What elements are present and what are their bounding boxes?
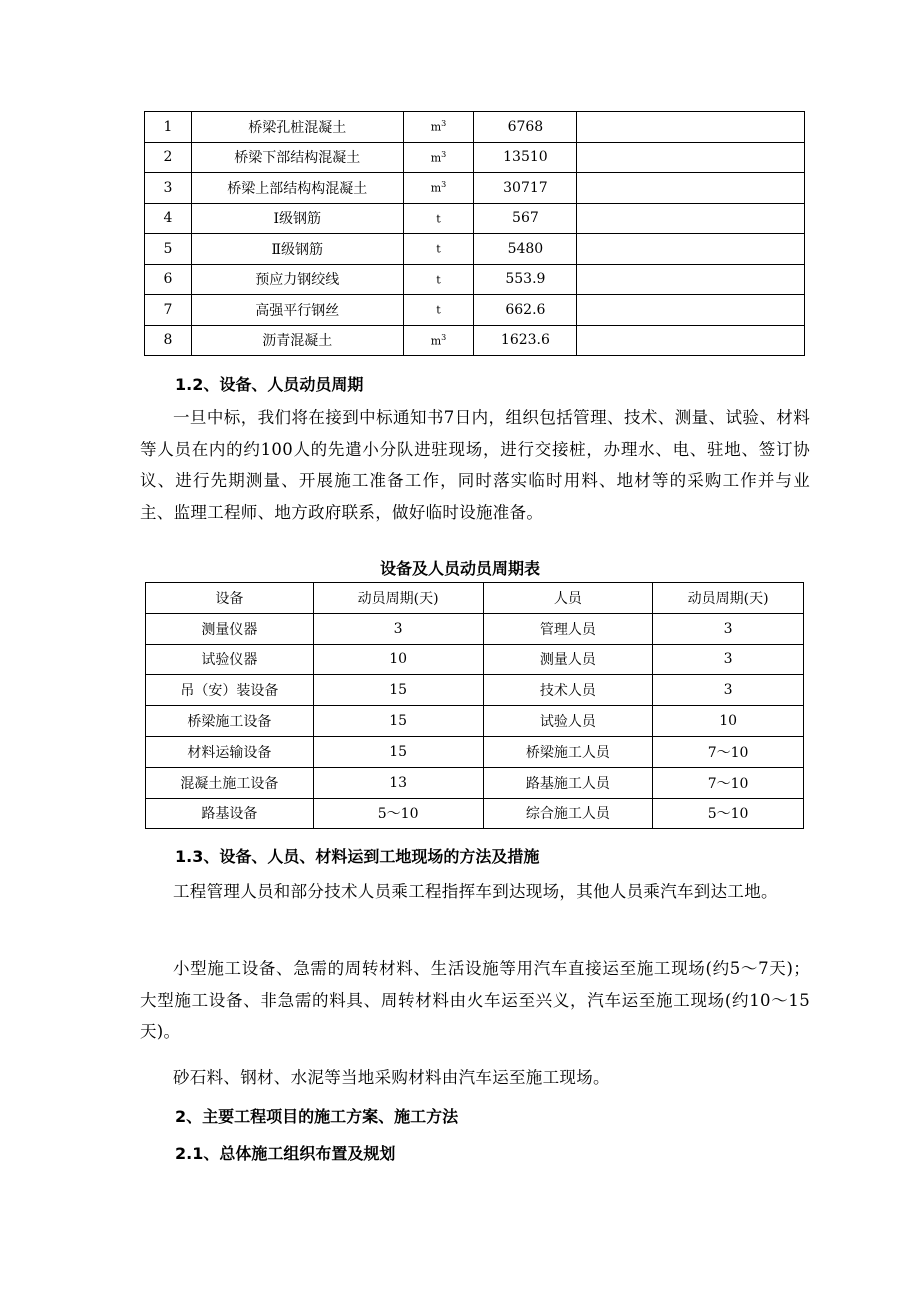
row-number-cell: 1	[145, 112, 192, 143]
table-row	[146, 706, 804, 737]
row-number-cell: 5	[145, 234, 192, 265]
table-row	[145, 203, 805, 234]
table-cell: 管理人员	[483, 613, 653, 644]
table-cell: 桥梁施工设备	[146, 706, 314, 737]
table-row	[145, 325, 805, 356]
unit-cell	[403, 173, 474, 204]
table-row	[145, 173, 805, 204]
table-row	[146, 644, 804, 675]
row-number-cell: 4	[145, 203, 192, 234]
table-row	[146, 798, 804, 829]
table-cell: 7～10	[653, 767, 804, 798]
section-1-3-paragraph-3: 砂石料、钢材、水泥等当地采购材料由汽车运至施工现场。	[173, 1068, 610, 1087]
table-cell: 13	[313, 767, 483, 798]
quantity-cell: 6768	[474, 112, 577, 143]
mobilization-table-title: 设备及人员动员周期表	[379, 559, 540, 578]
table-row	[146, 675, 804, 706]
table-cell: 15	[313, 736, 483, 767]
unit-superscript: 3	[441, 119, 447, 129]
table-row	[146, 613, 804, 644]
unit-superscript: 3	[441, 149, 447, 159]
unit-cell	[403, 264, 474, 295]
row-number-cell: 7	[145, 295, 192, 326]
header-cell: 人员	[483, 583, 653, 614]
unit-base: m	[430, 334, 442, 348]
unit-base: m	[430, 182, 442, 196]
section-2-1-heading: 2.1、总体施工组织布置及规划	[175, 1144, 396, 1163]
quantity-cell: 553.9	[474, 264, 577, 295]
unit-base: t	[436, 304, 441, 318]
table-row	[146, 767, 804, 798]
table-cell: 综合施工人员	[483, 798, 653, 829]
unit-base: t	[436, 273, 441, 287]
section-1-3-paragraph-2: 小型施工设备、急需的周转材料、生活设施等用汽车直接运至施工现场(约5～7天)；大型施工设备、非急需的料具、周转材料由火车运至兴义，汽车运至施工现场(约10～15天)。	[140, 959, 810, 1041]
table-cell: 3	[653, 613, 804, 644]
table-cell: 测量仪器	[146, 613, 314, 644]
note-cell	[577, 203, 805, 234]
table-cell: 7～10	[653, 736, 804, 767]
unit-base: t	[436, 212, 441, 226]
table-cell: 试验人员	[483, 706, 653, 737]
row-number-cell: 6	[145, 264, 192, 295]
quantity-cell: 5480	[474, 234, 577, 265]
table-row	[145, 295, 805, 326]
unit-cell	[403, 234, 474, 265]
header-cell: 设备	[146, 583, 314, 614]
unit-cell	[403, 325, 474, 356]
unit-cell	[403, 112, 474, 143]
table-cell: 3	[653, 675, 804, 706]
section-2-heading: 2、主要工程项目的施工方案、施工方法	[175, 1107, 459, 1126]
table-cell: 10	[653, 706, 804, 737]
quantity-cell: 662.6	[474, 295, 577, 326]
note-cell	[577, 173, 805, 204]
item-name-cell: Ⅱ级钢筋	[191, 234, 403, 265]
unit-base: m	[430, 121, 442, 135]
mobilization-table	[145, 582, 804, 829]
note-cell	[577, 142, 805, 173]
section-1-3-paragraph-1: 工程管理人员和部分技术人员乘工程指挥车到达现场，其他人员乘汽车到达工地。	[173, 882, 778, 901]
section-1-2-paragraph: 一旦中标，我们将在接到中标通知书7日内，组织包括管理、技术、测量、试验、材料等人员在内的约100人的先遣小分队进驻现场，进行交接桩，办理水、电、驻地、签订协议、进行先期测量、开展施工准备工作，同时落实临时用料、地材等的采购工作并与业主、监理工程师、地方政府联系，做好临时设施准备。	[140, 408, 810, 522]
note-cell	[577, 325, 805, 356]
item-name-cell: 预应力钢绞线	[191, 264, 403, 295]
note-cell	[577, 264, 805, 295]
table-row	[145, 142, 805, 173]
table-cell: 混凝土施工设备	[146, 767, 314, 798]
quantity-cell: 13510	[474, 142, 577, 173]
unit-base: m	[430, 151, 442, 165]
item-name-cell: 高强平行钢丝	[191, 295, 403, 326]
quantity-cell: 567	[474, 203, 577, 234]
table-cell: 路基设备	[146, 798, 314, 829]
note-cell	[577, 295, 805, 326]
table-cell: 3	[653, 644, 804, 675]
note-cell	[577, 112, 805, 143]
item-name-cell: 沥青混凝土	[191, 325, 403, 356]
table-cell: 材料运输设备	[146, 736, 314, 767]
table-cell: 3	[313, 613, 483, 644]
table-row	[145, 264, 805, 295]
table-row	[145, 112, 805, 143]
table-cell: 15	[313, 675, 483, 706]
item-name-cell: 桥梁孔桩混凝土	[191, 112, 403, 143]
table-cell: 技术人员	[483, 675, 653, 706]
unit-cell	[403, 295, 474, 326]
quantity-table	[144, 111, 805, 356]
unit-cell	[403, 203, 474, 234]
note-cell	[577, 234, 805, 265]
section-1-2-heading: 1.2、设备、人员动员周期	[175, 375, 364, 394]
row-number-cell: 3	[145, 173, 192, 204]
unit-superscript: 3	[441, 180, 447, 190]
table-cell: 路基施工人员	[483, 767, 653, 798]
table-cell: 5～10	[653, 798, 804, 829]
table-cell: 15	[313, 706, 483, 737]
table-cell: 10	[313, 644, 483, 675]
unit-superscript: 3	[441, 332, 447, 342]
table-cell: 5～10	[313, 798, 483, 829]
quantity-cell: 30717	[474, 173, 577, 204]
unit-cell	[403, 142, 474, 173]
unit-base: t	[436, 243, 441, 257]
section-1-3-heading: 1.3、设备、人员、材料运到工地现场的方法及措施	[175, 847, 540, 866]
row-number-cell: 8	[145, 325, 192, 356]
row-number-cell: 2	[145, 142, 192, 173]
table-cell: 试验仪器	[146, 644, 314, 675]
table-cell: 测量人员	[483, 644, 653, 675]
table-header-row	[146, 583, 804, 614]
table-row	[146, 736, 804, 767]
quantity-cell: 1623.6	[474, 325, 577, 356]
table-cell: 桥梁施工人员	[483, 736, 653, 767]
header-cell: 动员周期(天)	[653, 583, 804, 614]
table-row	[145, 234, 805, 265]
item-name-cell: Ⅰ级钢筋	[191, 203, 403, 234]
table-cell: 吊（安）装设备	[146, 675, 314, 706]
item-name-cell: 桥梁下部结构混凝土	[191, 142, 403, 173]
item-name-cell: 桥梁上部结构构混凝土	[191, 173, 403, 204]
header-cell: 动员周期(天)	[313, 583, 483, 614]
